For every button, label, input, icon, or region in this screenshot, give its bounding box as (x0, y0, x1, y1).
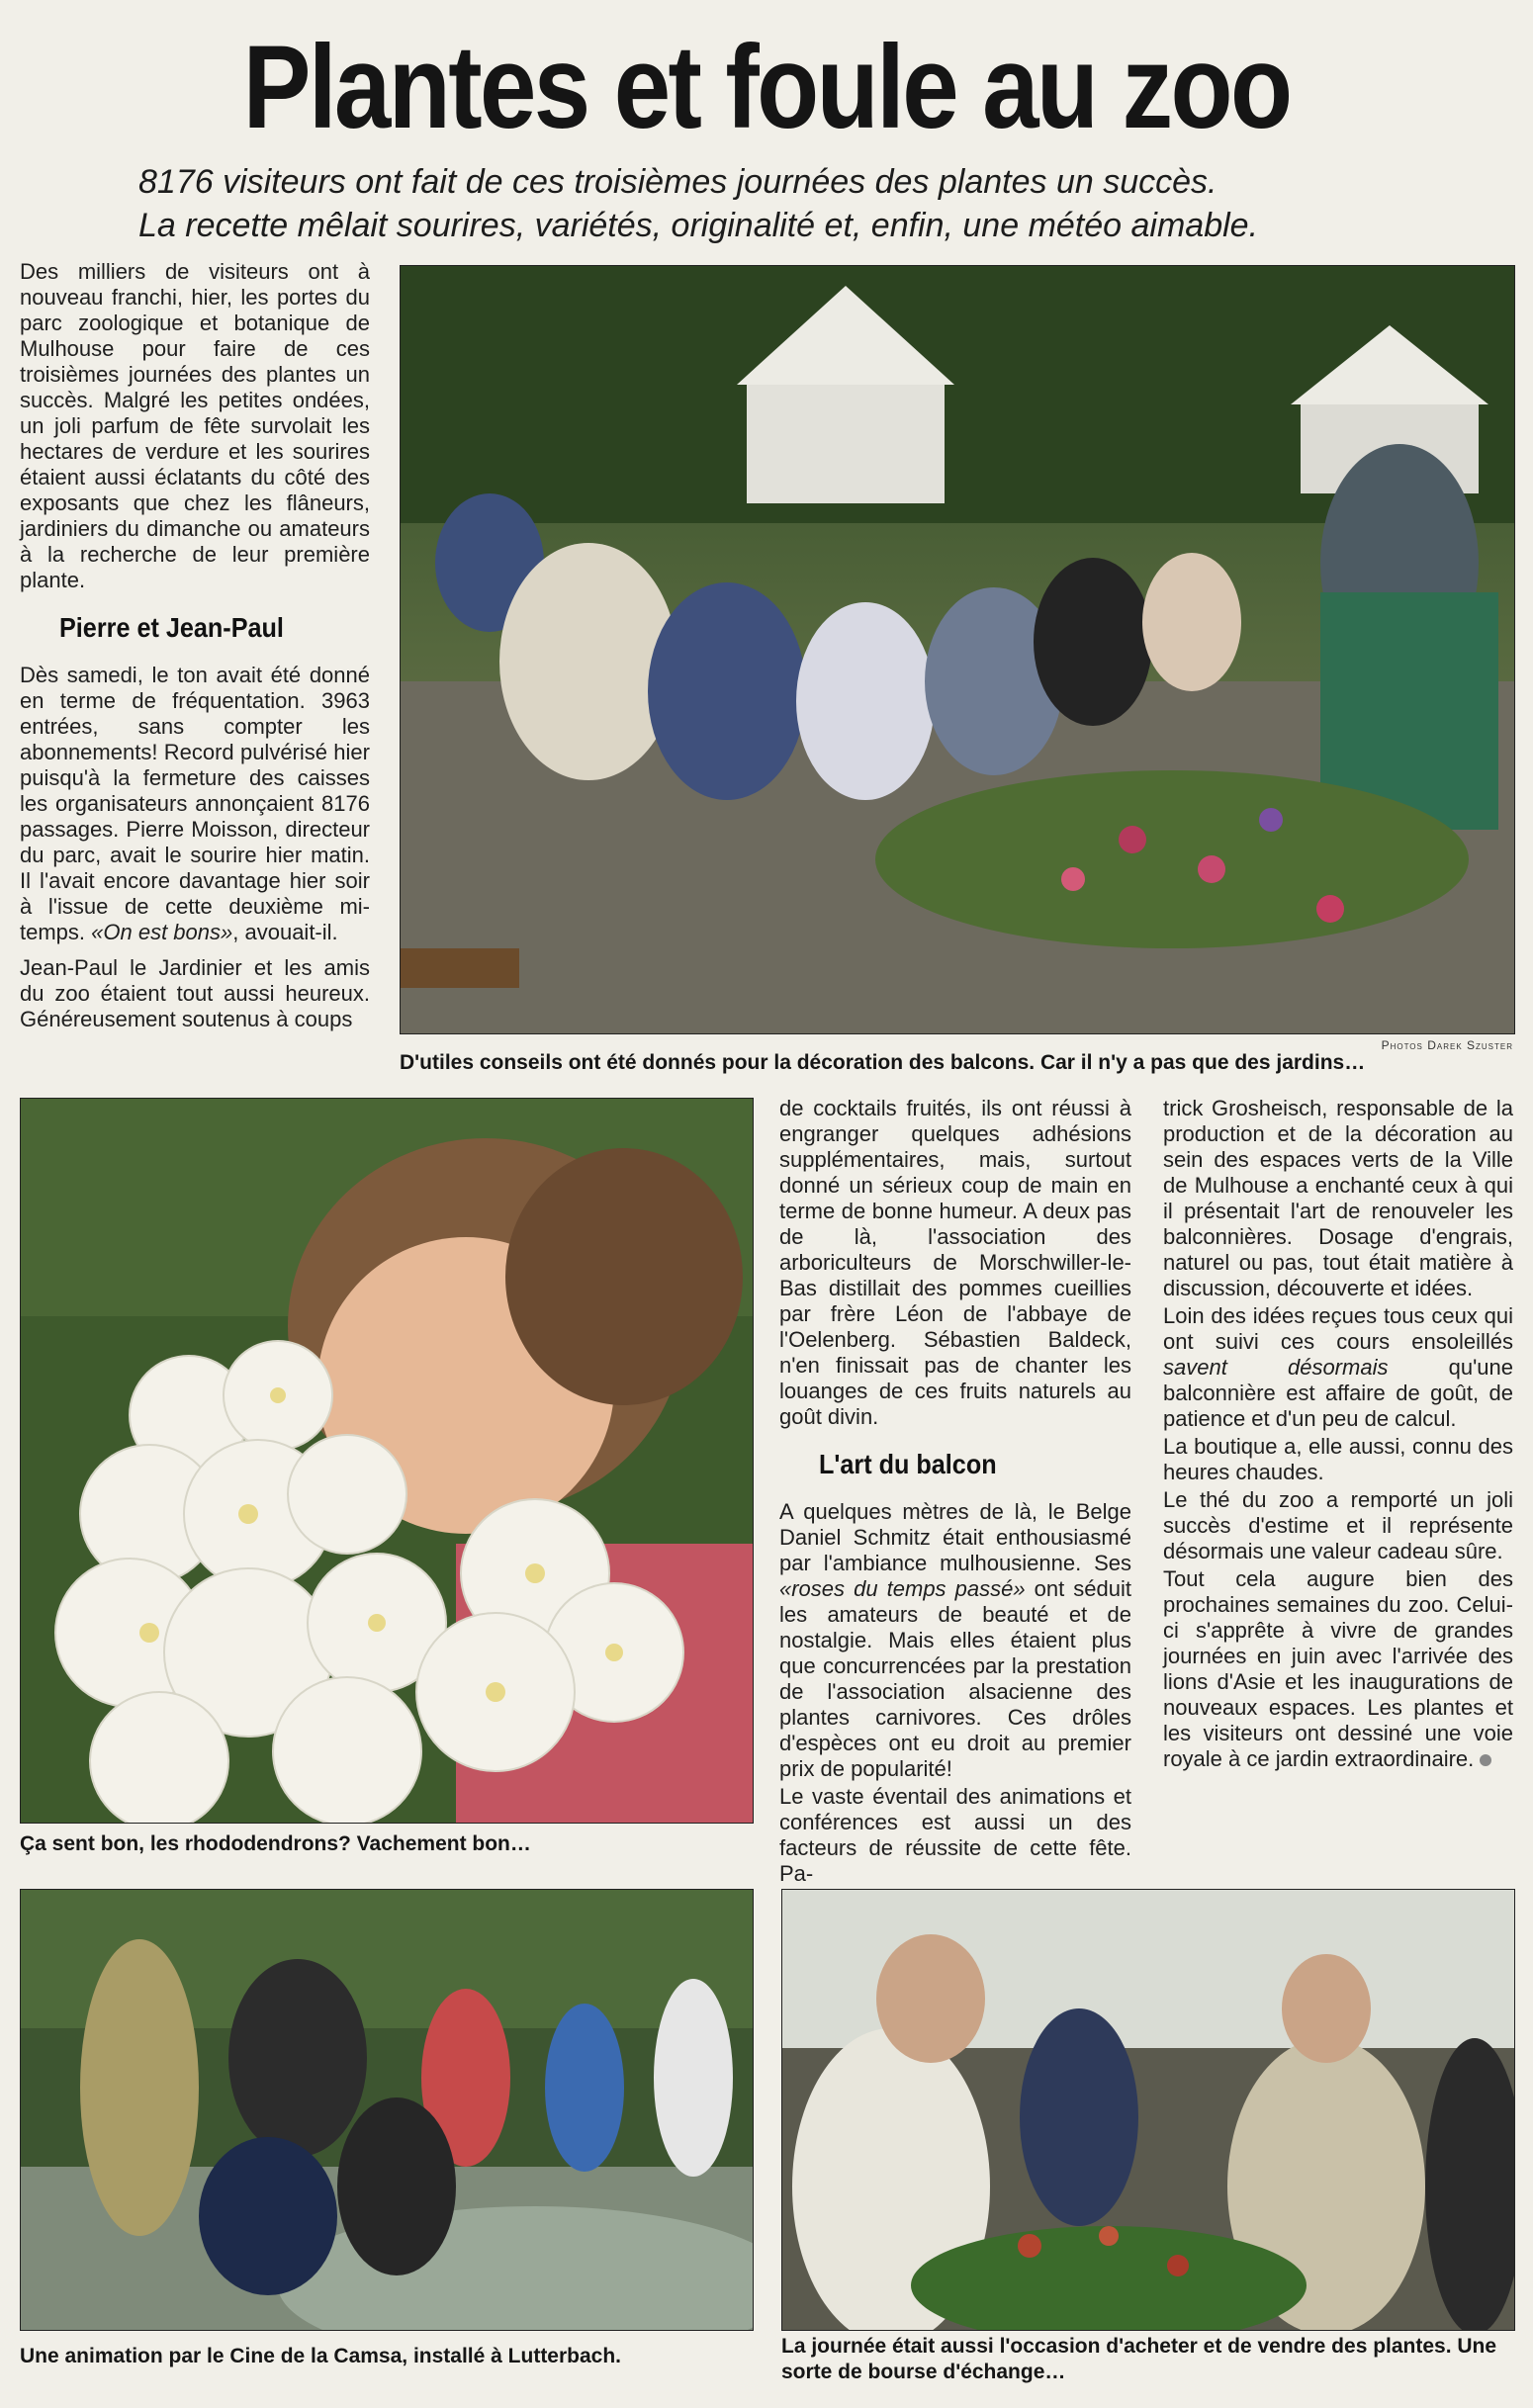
photo-girl-rhododendrons (20, 1098, 754, 1824)
caption-market-line-2: sorte de bourse d'échange… (781, 2361, 1066, 2383)
paragraph-eventail: Le vaste éventail des animations et conférences est aussi un des facteurs de réussite de cette fête. Pa- (779, 1784, 1131, 1886)
caption-market-photo (781, 2334, 1513, 2385)
paragraph-schmitz (779, 1499, 1131, 1782)
paragraph-the: Le thé du zoo a remporté un joli succès d'estime et il représente désormais une valeur cadeau sûre. (1163, 1487, 1513, 1563)
paragraph-boutique: La boutique a, elle aussi, connu des heures chaudes. (1163, 1434, 1513, 1484)
photo-kids-animation (20, 1889, 754, 2331)
schmitz-text-a: A quelques mètres de là, le Belge Daniel Schmitz était enthousiasmé par l'ambiance mulhousienne. Ses (779, 1499, 1131, 1575)
deck-line-1: 8176 visiteurs ont fait de ces troisièmes journées des plantes un succès. (138, 163, 1217, 201)
quote-on-est-bons: «On est bons» (91, 920, 233, 944)
frequentation-text: Dès samedi, le ton avait été donné en terme de fréquentation. 3963 entrées, sans compter les abonnements! Record pulvérisé hier puisqu'à la fermeture des caisses les organisateurs annonçaient 8176 passages. Pierre Moisson, directeur du parc, avait le sourire hier matin. Il l'avait encore davantage hier soir à l'issue de cette deuxième mi-temps. (20, 663, 370, 944)
caption-market-line-1: La journée était aussi l'occasion d'acheter et de vendre des plantes. Une (781, 2335, 1497, 2358)
savent-desormais: savent désormais (1163, 1355, 1389, 1380)
quote-tail: , avouait-il. (232, 920, 338, 944)
idees-text-b: qu'une balconnière est affaire de goût, de patience et d'un peu de calcul. (1163, 1355, 1513, 1431)
end-mark-icon (1480, 1754, 1491, 1766)
paragraph-conclusion (1163, 1566, 1513, 1772)
caption-girl-photo: Ça sent bon, les rhododendrons? Vachement bon… (20, 1832, 531, 1855)
deck (138, 160, 1503, 247)
column-1 (20, 259, 370, 1034)
paragraph-cocktails: de cocktails fruités, ils ont réussi à engranger quelques adhésions supplémentaires, mais, surtout donné un sérieux coup de main en terme de bonne humeur. A deux pas de là, l'association des arboriculteurs de Morschwiller-le-Bas distillait des pommes cueillies par frère Léon de l'abbaye de l'Oelenberg. Sébastien Baldeck, n'en finissait pas de chanter les louanges de ces fruits naturels au goût divin. (779, 1096, 1131, 1429)
column-3 (1163, 1096, 1513, 1774)
photo-plant-market (781, 1889, 1515, 2331)
caption-kids-photo: Une animation par le Cine de la Camsa, installé à Lutterbach. (20, 2345, 622, 2367)
idees-text-a: Loin des idées reçues tous ceux qui ont suivi ces cours ensoleillés (1163, 1303, 1513, 1354)
conclusion-text: Tout cela augure bien des prochaines semaines du zoo. Celui-ci s'apprête à vivre de grandes journées en juin avec l'arrivée des lions d'Asie et les inaugurations de nouveaux espaces. Les plantes et les visiteurs ont dessiné une voie royale à ce jardin extraordinaire. (1163, 1566, 1513, 1771)
quote-roses: «roses du temps passé» (779, 1576, 1026, 1601)
intro-paragraph: Des milliers de visiteurs ont à nouveau franchi, hier, les portes du parc zoologique et botanique de Mulhouse pour faire de ces troisièmes journées des plantes un succès. Malgré les petites ondées, un joli parfum de fête survolait les hectares de verdure et les sourires étaient aussi éclatants du côté des exposants que chez les flâneurs, jardiniers du dimanche ou amateurs à la recherche de leur première plante. (20, 259, 370, 592)
paragraph-grosheisch: trick Grosheisch, responsable de la production et de la décoration au sein des espaces verts de la Ville de Mulhouse a enchanté ceux à qui il présentait l'art de renouveler les balconnières. Dosage d'engrais, naturel ou pas, tout était matière à discussion, découverte et idées. (1163, 1096, 1513, 1300)
paragraph-jean-paul: Jean-Paul le Jardinier et les amis du zoo étaient tout aussi heureux. Généreusement soutenus à coups (20, 955, 370, 1031)
paragraph-frequentation (20, 663, 370, 945)
deck-line-2: La recette mêlait sourires, variétés, originalité et, enfin, une météo aimable. (138, 207, 1259, 244)
column-2 (779, 1096, 1131, 1889)
subhead-art-du-balcon: L'art du balcon (819, 1449, 997, 1479)
headline: Plantes et foule au zoo (242, 21, 1291, 153)
subhead-pierre-jean-paul: Pierre et Jean-Paul (59, 612, 284, 643)
schmitz-text-b: ont séduit les amateurs de beauté et de nostalgie. Mais elles étaient plus que concurrencées par la prestation de l'association alsacienne des plantes carnivores. Ces drôles d'espèces ont eu droit au premier prix de popularité! (779, 1576, 1131, 1781)
photo-crowd-balcony-talk (400, 265, 1515, 1034)
caption-main-photo: D'utiles conseils ont été donnés pour la décoration des balcons. Car il n'y a pas que des jardins… (400, 1051, 1366, 1074)
photo-credit: Photos Darek Szuster (1381, 1038, 1513, 1052)
paragraph-idees-recues (1163, 1303, 1513, 1432)
